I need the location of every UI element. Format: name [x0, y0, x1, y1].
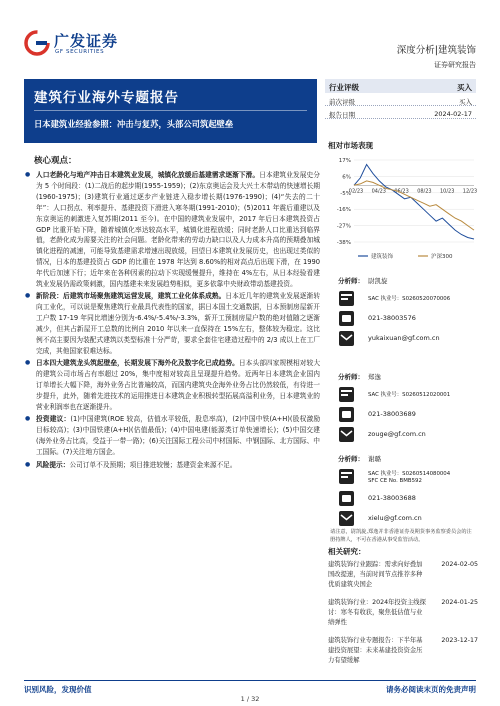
bullet-item: [24, 460, 320, 471]
bullet-body: (1)中国建筑(ROE 较高，估值水平较低，股息率高)，(2)中国中铁(A+H)(股权激励目标较高)；(3)中国铁建(A+H)(估值最低)；(4)中国电建(能源类订单快速增长)；(5)中国交建(海外业务占比高，受益于一带一路)；(6)关注国际工程公司中材国际、中钢国际、北方国际、中工国际。(7)关注地方国企。: [36, 415, 321, 457]
bullet-item: [24, 414, 320, 458]
bullet-item: [24, 358, 320, 413]
related-item[interactable]: [328, 560, 478, 598]
bullet-body: 日本建筑业发展史分为 5 个时间段：(1)二战后的起步期(1955-1959)；(2)东京奥运会及大兴土木带动的快速增长期(1960-1975)；(3)建筑行业通过逐步产业链进入稳步增长期(1976-1990)；(4)“失去的二十年”：人口拐点、利率提升、基建投资下滑进入寒冬期(1991-2010)；(5)2011 年震后重建以及东京奥运的刺激进入复苏期(2011 至今)。在中国的建筑业发展中，2017 年后日本建筑投资占 GDP 比重开始下降，随着城镇化率达较高水平，城镇化进程放缓；同时老龄人口比重达到临界值，老龄化成为需要关注的社会问题。老龄化带来的劳动力缺口以及人力成本升高的预期叠加城镇化进程的减速，可能导致基建需求增速出现放缓，回望日本建筑业发展历史，也出现过类似的情况，日本的基建投资占 GDP 的比重在 1978 年达到 8.60%的相对高点后出现下滑，在 1990 年代后加速下行；近年来在各种因素的拉动下实现缓慢提升，维持在 4%左右，从日本经验看建筑业发展仍需政策刺激，国内基建未来发展趋势相似，更多依靠中央财政带动基建投资。: [36, 171, 320, 289]
phone-icon: [338, 406, 355, 423]
analyst-phone: 021-38003576: [368, 314, 416, 322]
analyst-label: 分析师：: [338, 277, 364, 285]
related-item[interactable]: [328, 598, 478, 636]
report-subtitle: 证券研究报告: [434, 61, 476, 69]
analyst-email[interactable]: yukaixuan@gf.com.cn: [368, 334, 440, 342]
report-title: 建筑行业海外专题报告: [34, 90, 179, 106]
footer-disclaimer: 请务必阅读末页的免责声明: [386, 685, 476, 694]
analyst-email[interactable]: xielu@gf.com.cn: [368, 514, 422, 522]
analyst-card: [328, 372, 478, 454]
related-item[interactable]: [328, 636, 478, 674]
bullet-body: 公司订单不及预期；项目推进较慢；基建资金来源不足。: [69, 460, 237, 469]
x-tick-label: 04/23: [371, 188, 387, 195]
related-item-date: 2024-02-05: [441, 561, 478, 568]
analyst-name: 郑逸: [368, 373, 381, 381]
analyst-email[interactable]: zouge@gf.com.cn: [368, 430, 426, 438]
rating-header: [325, 79, 476, 93]
title-banner: [24, 79, 317, 143]
bullet-heading: 新阶段：后建筑市场聚焦建筑运营发展，建筑工业化体系成熟。: [36, 292, 226, 301]
analyst-phone: 021-38003689: [368, 410, 416, 418]
y-tick-label: 6%: [342, 174, 351, 181]
footer-divider: [24, 680, 476, 681]
certificate-icon: [338, 386, 355, 403]
x-tick-label: 10/23: [439, 188, 455, 195]
footer-slogan: 识别风险，发现价值: [24, 685, 92, 694]
y-tick-label: -27%: [336, 223, 351, 230]
analyst-list: [328, 276, 478, 534]
phone-icon: [338, 490, 355, 507]
bullet-heading: 投资建议：: [36, 415, 71, 424]
page-number: 1 / 32: [240, 695, 260, 703]
prev-rating-row: [325, 93, 476, 106]
related-item-text: 建筑装饰行业专题报告：下半年基建投资展望：未来基建投资资金压力有望缓解: [328, 637, 423, 664]
x-tick-label: 06/23: [394, 188, 409, 195]
y-tick-label: 17%: [338, 158, 351, 164]
analyst-label: 分析师：: [338, 455, 364, 463]
disclaimer-note: 请注意，尉凯旋,郑逸并非香港证券及期货事务监察委员会的注册持牌人，不可在香港从事受监管活动。: [330, 529, 472, 543]
bullet-item: [24, 170, 320, 290]
email-icon: [338, 510, 355, 527]
email-icon: [338, 330, 355, 347]
bullet-body: 日本头部四家规模相对较大的建筑公司市场占有率超过 20%，集中度相对较高且呈现提升趋势。近两年日本建筑企业国内订单增长大幅下降，海外业务占比普遍较高，而国内建筑央企海外业务占比仍然较低，有待进一步提升，此外，随着先进技术的运用推进日本建筑企业积极转型拓展高溢利业务，日本建筑业的营业利润率也在逐渐提升。: [36, 359, 321, 412]
legend-label: 沪深300: [431, 254, 453, 260]
report-subtitle-banner: 日本建筑业经验参照：冲击与复苏，头部公司筑起壁垒: [34, 119, 234, 129]
x-tick-label: 02/23: [348, 188, 364, 195]
report-header: [397, 42, 476, 70]
report-date-label: 报告日期: [329, 111, 355, 119]
performance-title: 相对市场表现: [328, 141, 373, 150]
company-logo: [24, 30, 134, 60]
analyst-name: 尉凯旋: [368, 277, 388, 285]
y-tick-label: -16%: [336, 207, 351, 214]
core-views: [24, 170, 320, 472]
banner-divider: [34, 110, 307, 111]
y-tick-label: -5%: [340, 190, 351, 197]
x-tick-label: 08/23: [417, 188, 432, 195]
prev-rating-value: 买入: [459, 98, 472, 106]
legend-label: 建筑装饰: [371, 254, 394, 260]
analyst-card: [328, 276, 478, 372]
bullet-body: 日本近几年的建筑业发展逐渐转向工业化，可以说是聚焦建筑行业最具代表性的国家，据日本国土交通数据，日本预制房屋新开工户数 17-19 年同比增速分别为-6.4%/-5.4%/-3.3%，新开工预制房屋户数的绝对值随之逐渐减少，但其占新屋开工总数的比例自 2010 年以来一直保持在 15%左右，整体较为稳定。这比例不高主要因为装配式建筑以类型标准十分严苛，要求全套住宅建造过程中的 2/3 成以上在工厂完成，其他国家很难达标。: [36, 292, 321, 355]
rating-label: 行业评级: [329, 83, 359, 92]
series-line: [354, 165, 474, 240]
report-date-value: 2024-02-17: [434, 110, 472, 118]
performance-chart-svg: [328, 152, 478, 270]
related-research-list: [328, 560, 478, 674]
analyst-sac: SAC 执业号：S0260514080004: [368, 471, 451, 477]
related-item-text: 建筑装饰行业：2024年投资主线探讨：寒冬有收获，聚焦低估值与业绩弹性: [328, 599, 426, 626]
related-item-date: 2023-12-17: [441, 637, 478, 644]
related-item-text: 建筑装饰行业跟踪：需求向好叠加国改提速，当前时间节点推荐多种优质建筑央国企: [328, 561, 423, 588]
core-views-title: 核心观点：: [34, 156, 77, 166]
phone-icon: [338, 310, 355, 327]
analyst-name: 谢璐: [368, 455, 381, 463]
related-item-date: 2024-01-25: [441, 599, 478, 606]
logo-name-cn: 广发证券: [54, 32, 119, 50]
email-icon: [338, 426, 355, 443]
report-date-row: [325, 106, 476, 119]
related-research-title: 相关研究：: [328, 547, 366, 556]
bullet-item: [24, 291, 320, 356]
rating-value: 买入: [457, 83, 472, 92]
rating-panel: [325, 79, 476, 119]
prev-rating-label: 前次评级: [329, 98, 355, 106]
analyst-sac: SAC 执业号：S0260520070006: [368, 296, 451, 302]
report-type: 深度分析|建筑装饰: [396, 45, 476, 56]
analyst-label: 分析师：: [338, 373, 364, 381]
bullet-heading: 风险提示：: [36, 460, 70, 469]
analyst-sfc: SFC CE No. BMB592: [368, 478, 422, 484]
performance-chart: [328, 152, 478, 270]
analyst-card: [328, 454, 478, 534]
logo-name-en: GF SECURITIES: [55, 49, 105, 55]
certificate-icon: [338, 290, 355, 307]
gf-logo-icon: [24, 30, 50, 56]
analyst-sac: SAC 执业号：S0260512020001: [368, 392, 451, 398]
x-tick-label: 12/23: [462, 188, 478, 195]
bullet-heading: 人口老龄化与地产冲击日本建筑业发展，城镇化放缓后基建需求逐渐下滑。: [36, 171, 260, 179]
analyst-phone: 021-38003688: [368, 494, 416, 502]
certificate-icon: [338, 468, 355, 485]
y-tick-label: -38%: [336, 240, 351, 246]
bullet-heading: 日本四大建筑龙头筑起壁垒，长期发展下海外化及数字化已成趋势。: [36, 359, 239, 368]
